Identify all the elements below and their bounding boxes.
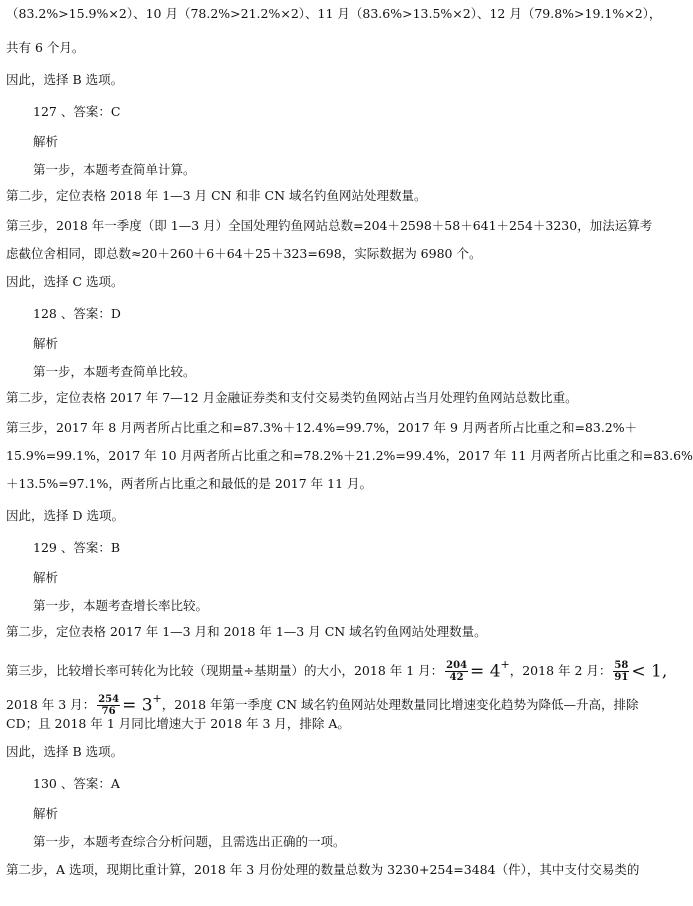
math-relation: = 4	[470, 661, 501, 682]
step-line: 第一步，本题考查简单比较。	[33, 364, 196, 379]
fraction	[445, 660, 468, 683]
step-line: 第三步，2017 年 8 月两者所占比重之和=87.3%＋12.4%=99.7%，2017 年 9 月两者所占比重之和=83.2%＋	[6, 420, 638, 435]
conclusion-line: 因此，选择 D 选项。	[6, 508, 124, 523]
math-relation: = 3	[122, 695, 153, 716]
text-line: 共有 6 个月。	[6, 40, 85, 55]
fraction-numerator: 254	[98, 694, 120, 705]
answer-heading-128: 128 、答案：D	[33, 306, 121, 321]
math-punctuation: ,	[661, 661, 668, 682]
step-line: 第一步，本题考查综合分析问题，且需选出正确的一项。	[33, 834, 346, 849]
step-line: 第二步，定位表格 2018 年 1—3 月 CN 和非 CN 域名钓鱼网站处理数量。	[6, 188, 427, 203]
analysis-label: 解析	[33, 806, 59, 821]
step-line: 15.9%=99.1%，2017 年 10 月两者所占比重之和=78.2%＋21.2%=99.4%，2017 年 11 月两者所占比重之和=83.6%	[6, 448, 693, 463]
text-line: （83.2%>15.9%×2）、10 月（78.2%>21.2%×2）、11 月（83.6%>13.5%×2）、12 月（79.8%>19.1%×2），	[6, 6, 662, 21]
conclusion-line: 因此，选择 B 选项。	[6, 72, 124, 87]
step-line: 虑截位舍相同，即总数≈20＋260＋6＋64＋25＋323=698，实际数据为 6980 个。	[6, 246, 482, 261]
math-superscript: +	[152, 692, 162, 705]
fraction-numerator: 204	[446, 660, 468, 671]
analysis-label: 解析	[33, 336, 59, 351]
math-relation: < 1	[631, 661, 662, 682]
math-superscript: +	[500, 658, 510, 671]
formula-text: ，2018 年第一季度 CN 域名钓鱼网站处理数量同比增速变化趋势为降低—升高，排除	[161, 697, 639, 712]
step-line: ＋13.5%=97.1%，两者所占比重之和最低的是 2017 年 11 月。	[6, 476, 373, 491]
fraction	[97, 694, 120, 717]
conclusion-line: 因此，选择 C 选项。	[6, 274, 124, 289]
fraction-denominator: 76	[101, 706, 116, 717]
formula-prefix: 第三步，比较增长率可转化为比较（现期量÷基期量）的大小，2018 年 1 月：	[6, 663, 444, 678]
formula-prefix: 2018 年 3 月：	[6, 697, 96, 712]
fraction-denominator: 91	[614, 672, 629, 683]
analysis-label: 解析	[33, 134, 59, 149]
fraction-denominator: 42	[449, 672, 464, 683]
step-line: 第一步，本题考查增长率比较。	[33, 598, 209, 613]
step-line: 第三步，2018 年一季度（即 1—3 月）全国处理钓鱼网站总数=204＋2598＋58＋641＋254＋3230，加法运算考	[6, 218, 653, 233]
conclusion-line: 因此，选择 B 选项。	[6, 744, 124, 759]
answer-heading-127: 127 、答案：C	[33, 104, 121, 119]
step-line: 第二步，定位表格 2017 年 1—3 月和 2018 年 1—3 月 CN 域名钓鱼网站处理数量。	[6, 624, 487, 639]
step-line: 第一步，本题考查简单计算。	[33, 162, 196, 177]
step-line: 第二步，A 选项，现期比重计算，2018 年 3 月份处理的数量总数为 3230+254=3484（件），其中支付交易类的	[6, 862, 640, 877]
step-line: 第二步，定位表格 2017 年 7—12 月金融证券类和支付交易类钓鱼网站占当月处理钓鱼网站总数比重。	[6, 390, 578, 405]
formula-line	[6, 652, 667, 685]
analysis-label: 解析	[33, 570, 59, 585]
fraction-numerator: 58	[614, 660, 629, 671]
formula-text: ，2018 年 2 月：	[509, 663, 612, 678]
step-line: CD；且 2018 年 1 月同比增速大于 2018 年 3 月，排除 A。	[6, 716, 350, 731]
formula-line	[6, 686, 639, 719]
fraction	[613, 660, 629, 683]
answer-heading-129: 129 、答案：B	[33, 540, 121, 555]
answer-heading-130: 130 、答案：A	[33, 776, 120, 791]
